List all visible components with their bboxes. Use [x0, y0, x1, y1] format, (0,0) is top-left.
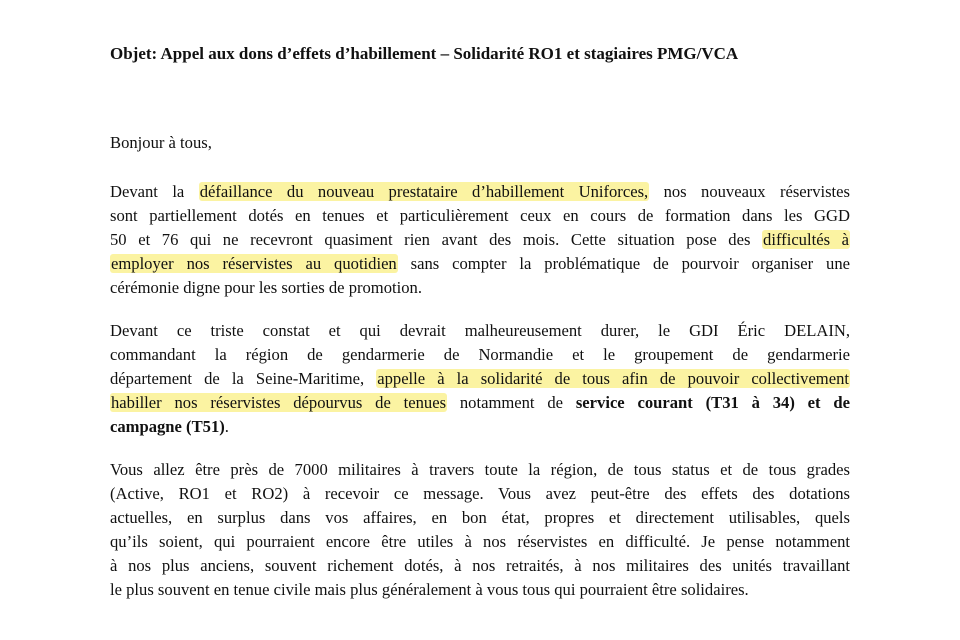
- highlighted-text: défaillance du nouveau prestataire d’habillement Uniforces,: [199, 182, 649, 201]
- paragraph-1-line-5: cérémonie digne pour les sorties de promotion.: [110, 278, 422, 297]
- bold-text: service courant (T31 à 34) et de: [575, 393, 850, 412]
- text-run: .: [224, 417, 229, 436]
- text-run: 50 et 76 qui ne recevront quasiment rien avant des mois. Cette situation pose des: [110, 230, 763, 249]
- paragraph-1-line-1: [110, 182, 850, 202]
- paragraph-1-line-2: sont partiellement dotés en tenues et particulièrement ceux en cours de formation dans les GGD: [110, 206, 850, 225]
- paragraph-3-line-1: Vous allez être près de 7000 militaires à travers toute la région, de tous status et de tous grades: [110, 460, 850, 479]
- paragraph-1-line-3: [110, 230, 850, 250]
- highlighted-text: employer nos réservistes au quotidien: [111, 254, 397, 273]
- paragraph-3-line-2: (Active, RO1 et RO2) à recevoir ce message. Vous avez peut-être des effets des dotations: [110, 484, 850, 503]
- text-run: notamment de: [447, 393, 576, 412]
- highlighted-text: appelle à la solidarité de tous afin de pouvoir collectivement: [377, 369, 849, 388]
- greeting: Bonjour à tous,: [110, 133, 212, 152]
- text-run: nos nouveaux réservistes: [649, 182, 850, 201]
- paragraph-3-line-6: le plus souvent en tenue civile mais plus généralement à vous tous qui pourraient être solidaires.: [110, 580, 749, 599]
- text-run: Devant la: [110, 182, 199, 201]
- highlighted-text: habiller nos réservistes dépourvus de tenues: [111, 393, 447, 412]
- paragraph-2-line-2: commandant la région de gendarmerie de Normandie et le groupement de gendarmerie: [110, 345, 850, 364]
- text-run: sans compter la problématique de pourvoir organiser une: [397, 254, 850, 273]
- paragraph-2-line-1: Devant ce triste constat et qui devrait malheureusement durer, le GDI Éric DELAIN,: [110, 321, 850, 340]
- paragraph-3-line-3: actuelles, en surplus dans vos affaires, en bon état, propres et directement utilisables, quels: [110, 508, 850, 527]
- paragraph-2-line-4: [110, 393, 850, 413]
- paragraph-3-line-5: à nos plus anciens, souvent richement dotés, à nos retraités, à nos militaires des unités travaillant: [110, 556, 850, 575]
- paragraph-2-line-5: [110, 417, 850, 437]
- highlighted-text: difficultés à: [763, 230, 849, 249]
- paragraph-3-line-4: qu’ils soient, qui pourraient encore être utiles à nos réservistes en difficulté. Je pense notamment: [110, 532, 850, 551]
- bold-text: campagne (T51): [110, 417, 225, 436]
- paragraph-2-line-3: [110, 369, 850, 389]
- text-run: département de la Seine-Maritime,: [110, 369, 377, 388]
- subject-line: Objet: Appel aux dons d’effets d’habillement – Solidarité RO1 et stagiaires PMG/VCA: [110, 44, 739, 63]
- paragraph-1-line-4: [110, 254, 850, 274]
